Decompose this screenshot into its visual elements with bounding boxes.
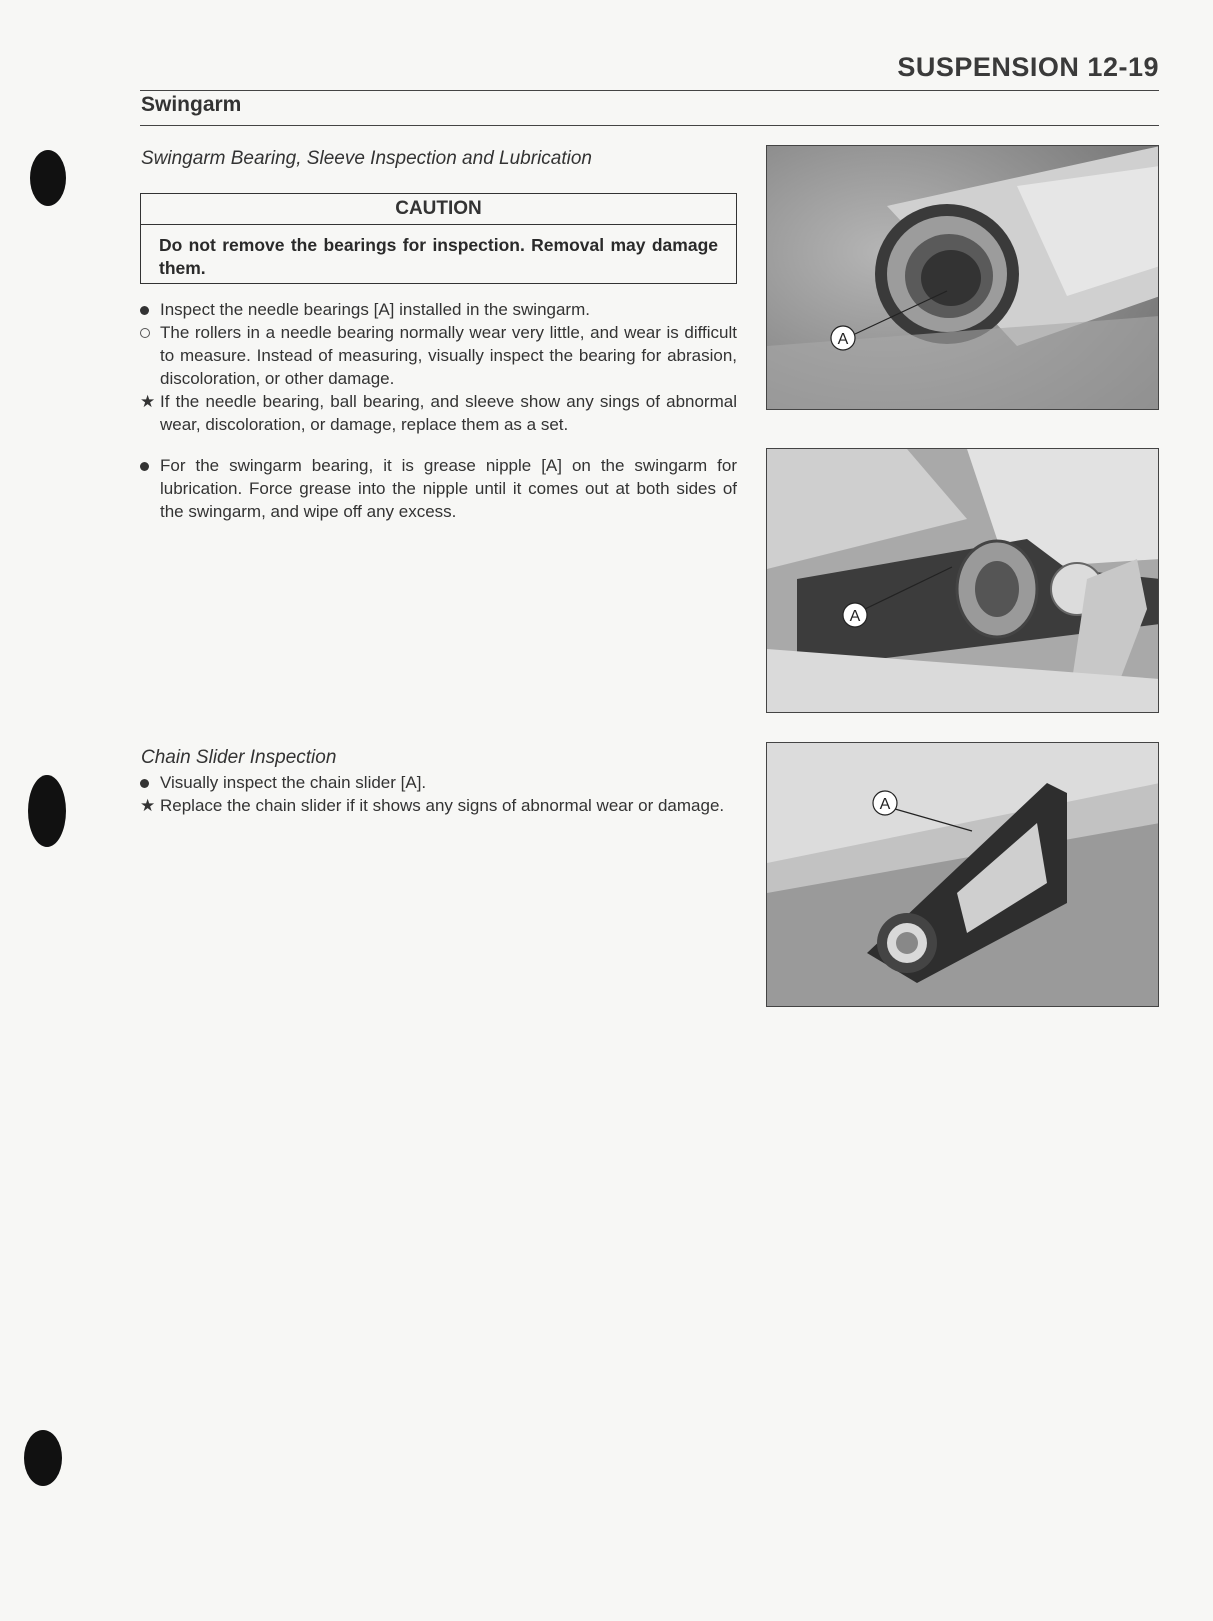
section-title: Swingarm (141, 93, 242, 116)
list-item: Visually inspect the chain slider [A]. (140, 771, 737, 794)
punch-hole-bottom (24, 1430, 62, 1486)
slider-heading: Chain Slider Inspection (141, 747, 337, 768)
star-icon: ★ (140, 796, 156, 815)
bullet-icon (140, 298, 160, 321)
bearing-heading: Swingarm Bearing, Sleeve Inspection and Lubrication (141, 148, 592, 169)
list-item: Inspect the needle bearings [A] installed in the swingarm. (140, 298, 737, 321)
section-rule (140, 125, 1159, 126)
page-header-title: SUSPENSION 12-19 (897, 52, 1159, 82)
photo-label: A (837, 331, 849, 348)
list-item: The rollers in a needle bearing normally wear very little, and wear is difficult to measure. Instead of measuring, visually inspect the bearing for abrasion, discoloration, or other damage. (140, 321, 737, 390)
list-item: ★ If the needle bearing, ball bearing, and sleeve show any sings of abnormal wear, discoloration, or damage, replace them as a set. (140, 392, 737, 434)
open-circle-icon (140, 321, 160, 390)
punch-hole-middle (28, 775, 66, 847)
punch-hole-top (30, 150, 66, 206)
photo-grease-nipple (766, 448, 1159, 713)
bullet-icon (140, 771, 160, 794)
photo-label: A (879, 796, 891, 813)
caution-text: Do not remove the bearings for inspection. Removal may damage them. (159, 235, 718, 278)
star-icon: ★ (140, 392, 156, 411)
header-rule (140, 90, 1159, 91)
list-item: For the swingarm bearing, it is grease nipple [A] on the swingarm for lubrication. Force grease into the nipple until it comes out at both sides of the swingarm, and wipe off any excess. (140, 454, 737, 523)
bullet-icon (140, 454, 160, 523)
list-item: ★ Replace the chain slider if it shows any signs of abnormal wear or damage. (140, 796, 725, 815)
caution-title: CAUTION (141, 194, 736, 225)
caution-box (140, 193, 737, 284)
photo-needle-bearing (766, 145, 1159, 410)
photo-chain-slider (766, 742, 1159, 1007)
photo-label: A (849, 608, 861, 625)
